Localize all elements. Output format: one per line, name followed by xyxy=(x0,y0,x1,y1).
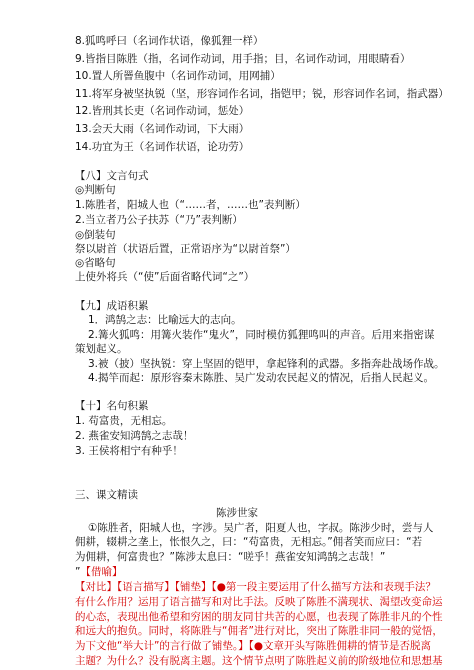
section10-line: 2. 燕雀安知鸿鹄之志哉！ xyxy=(75,429,194,442)
section7-item-14: 14.功宜为王（名词作状语，论功劳） xyxy=(75,140,250,153)
section10-title: 【十】名句积累 xyxy=(75,400,149,413)
section3-heading: 三、课文精读 xyxy=(75,489,138,502)
section8-line: 祭以尉首（状语后置，正常语序为“以尉首祭”） xyxy=(75,242,296,255)
section9-line: 1．鸿鹄之志：比喻远大的志向。 xyxy=(88,314,242,326)
text-body-line: 为佣耕，何富贵也？”陈涉太息曰：“嗟乎！燕雀安知鸿鹄之志哉！” xyxy=(75,551,386,564)
section7-item-10: 10.置人所罾鱼腹中（名词作动词，用网捕） xyxy=(75,70,281,83)
section9-line: 3.被（披）坚执锐：穿上坚固的铠甲，拿起锋利的武器。多指奔赴战场作战。 xyxy=(88,357,445,370)
quote-close: ” xyxy=(75,566,81,578)
annotation-line: 的心态，表现出他希望和穷困的朋友同甘共苦的心愿，也表现了陈胜非凡的个性 xyxy=(75,610,443,623)
section7-item-12: 12.皆刑其长吏（名词作动词，惩处） xyxy=(75,105,250,118)
section9-line: 策划起义。 xyxy=(75,342,128,355)
section10-line: 3. 王侯将相宁有种乎！ xyxy=(75,444,183,457)
text-body-line: 佣耕，辍耕之垄上，怅恨久之，曰：“苟富贵，无相忘。”佣者笑而应曰：“若 xyxy=(75,536,423,549)
section10-line: 1. 苟富贵，无相忘。 xyxy=(75,415,173,427)
annotation-line: 和远大的抱负。同时，将陈胜与“佣者”进行对比，突出了陈胜非同一般的觉悟， xyxy=(75,625,443,638)
annotation-tag-metaphor: 【借喻】 xyxy=(80,566,123,578)
text-body-line: ①陈胜者，阳城人也，字涉。吴广者，阳夏人也，字叔。陈涉少时，尝与人 xyxy=(88,521,434,534)
text-title: 陈涉世家 xyxy=(216,506,258,519)
annotation-line-1 xyxy=(75,565,122,579)
section8-line: ◎省略句 xyxy=(75,257,116,270)
section7-item-9: 9.皆指目陈胜（指，名词作动词，用手指；目，名词作动词，用眼睛看） xyxy=(75,52,411,65)
annotation-line: 为下文他“举大计”的言行做了铺垫。】【●文章开头写陈胜佣耕的情节是否脱离 xyxy=(75,640,432,653)
section8-line: 1.陈胜者，阳城人也（“……者，……也”表判断） xyxy=(75,199,306,211)
section9-line: 2.篝火狐鸣：用篝火装作“鬼火”，同时模仿狐狸鸣叫的声音。后用来指密谋 xyxy=(88,328,435,341)
section9-title: 【九】成语积累 xyxy=(75,300,149,313)
annotation-line: 主题？为什么？没有脱离主题。这个情节点明了陈胜起义前的阶级地位和思想基 xyxy=(75,655,443,667)
section8-line: ◎判断句 xyxy=(75,184,116,197)
section8-line: 2.当立者乃公子扶苏（“乃”表判断） xyxy=(75,213,243,226)
annotation-line: 有什么作用？运用了语言描写和对比手法。反映了陈胜不满现状、渴望改变命运 xyxy=(75,595,443,608)
section8-line: ◎倒装句 xyxy=(75,228,116,241)
section7-item-13: 13.会天大雨（名词作动词，下大雨） xyxy=(75,123,250,135)
section9-line: 4.揭竿而起：原形容秦末陈胜、吴广发动农民起义的情况，后指人民起义。 xyxy=(88,372,435,385)
section8-line: 上使外将兵（“使”后面省略代词“之”） xyxy=(75,271,255,284)
section7-item-11: 11.将军身被坚执锐（坚，形容词作名词，指铠甲；锐，形容词作名词，指武器） xyxy=(75,87,449,100)
section8-title: 【八】文言句式 xyxy=(75,170,149,183)
annotation-line: 【对比】【语言描写】【铺垫】【●第一段主要运用了什么描写方法和表现手法？ xyxy=(75,580,436,593)
section7-item-8: 8.狐鸣呼曰（名词作状语，像狐狸一样） xyxy=(75,35,264,47)
